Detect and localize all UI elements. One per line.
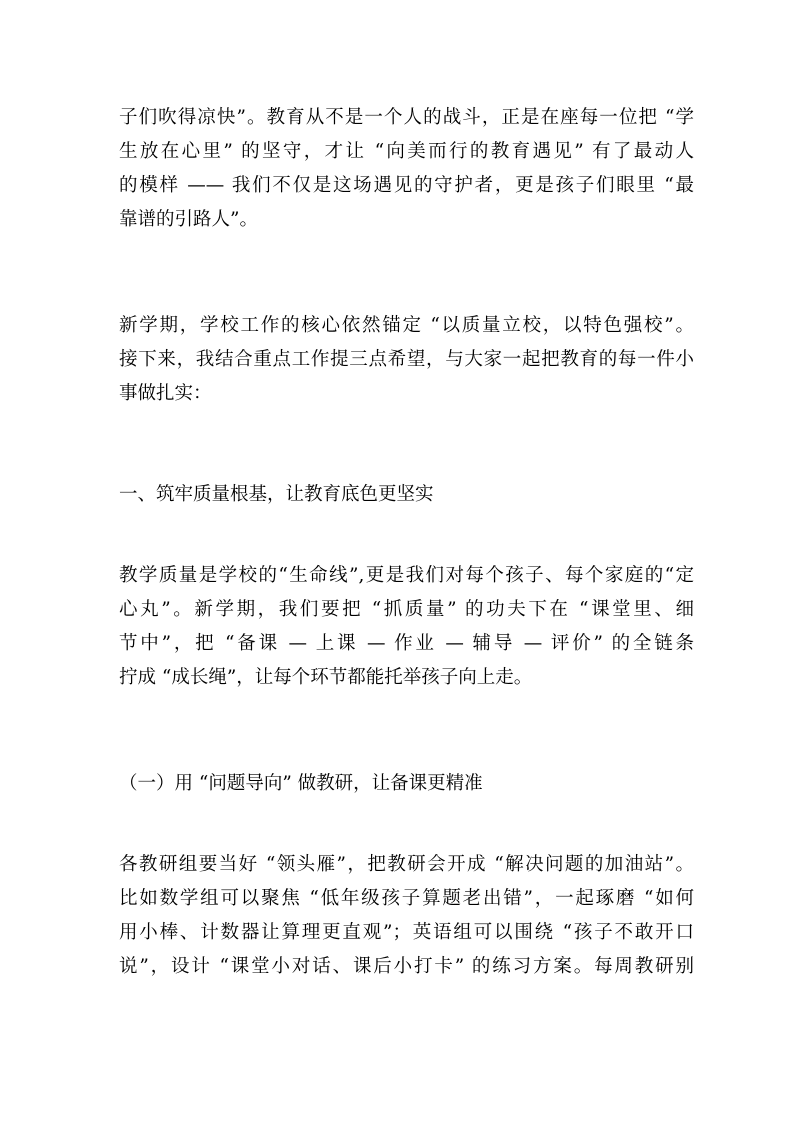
paragraph-2 — [119, 309, 694, 411]
paragraph-2-line: 事做扎实： — [119, 383, 212, 404]
paragraph-1-line: 靠谱的引路人”。 — [119, 209, 258, 230]
paragraph-2-line: 接下来，我结合重点工作提三点希望，与大家一起把教育的每一件小 — [119, 349, 694, 370]
paragraph-3-line: 心丸”。新学期，我们要把 “抓质量” 的功夫下在 “课堂里、细 — [119, 599, 694, 620]
paragraph-1-line: 子们吹得凉快”。教育从不是一个人的战斗，正是在座每一位把 “学 — [119, 107, 694, 128]
paragraph-4-line: 用小棒、计数器让算理更直观”；英语组可以围绕 “孩子不敢开口 — [119, 922, 694, 943]
paragraph-1 — [119, 101, 694, 237]
paragraph-3-line: 拧成 “成长绳”，让每个环节都能托举孩子向上走。 — [119, 667, 533, 688]
paragraph-4-line: 比如数学组可以聚焦 “低年级孩子算题老出错”，一起琢磨 “如何 — [119, 888, 694, 909]
paragraph-1-line: 生放在心里” 的坚守，才让 “向美而行的教育遇见” 有了最动人 — [119, 141, 694, 162]
section-heading-1 — [119, 478, 694, 512]
section-heading-2-text: （一）用 “问题导向” 做教研，让备课更精准 — [119, 773, 483, 794]
paragraph-2-line: 新学期，学校工作的核心依然锚定 “以质量立校，以特色强校”。 — [119, 315, 694, 336]
paragraph-3-line: 节中”，把 “备课 — 上课 — 作业 — 辅导 — 评价” 的全链条 — [119, 633, 694, 654]
paragraph-4 — [119, 848, 694, 984]
paragraph-3-line: 教学质量是学校的“生命线”,更是我们对每个孩子、每个家庭的“定 — [119, 565, 694, 586]
paragraph-3 — [119, 559, 694, 695]
section-heading-1-text: 一、筑牢质量根基，让教育底色更坚实 — [119, 484, 434, 505]
paragraph-4-line: 说”，设计 “课堂小对话、课后小打卡” 的练习方案。每周教研别 — [119, 956, 694, 977]
section-heading-2 — [119, 767, 694, 801]
paragraph-4-line: 各教研组要当好 “领头雁”，把教研会开成 “解决问题的加油站”。 — [119, 854, 694, 875]
paragraph-1-line: 的模样 —— 我们不仅是这场遇见的守护者，更是孩子们眼里 “最 — [119, 175, 694, 196]
